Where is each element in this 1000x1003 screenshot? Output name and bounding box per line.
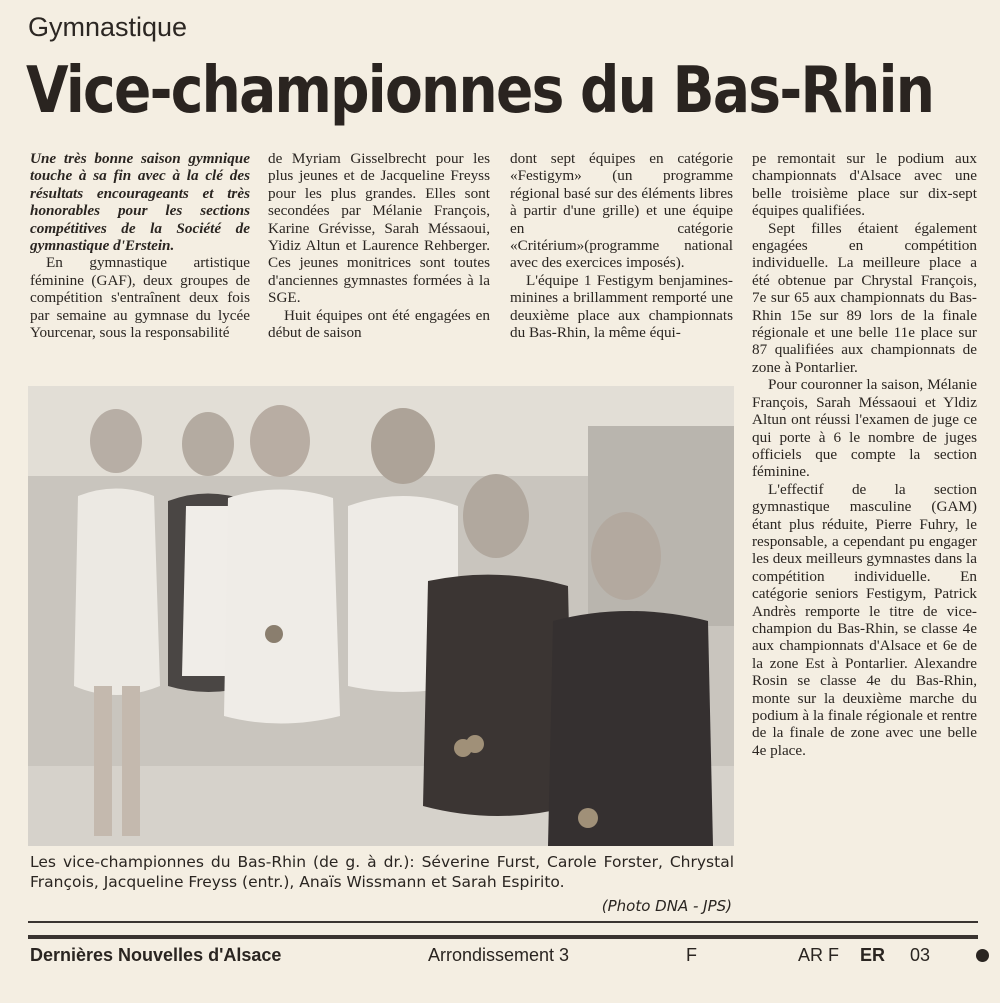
paper-name: Dernières Nouvelles d'Alsace: [30, 945, 282, 965]
code-label: ER: [860, 945, 886, 965]
photo-credit: (Photo DNA - JPS): [601, 897, 732, 915]
page-number: 03: [910, 945, 931, 965]
column-1: [30, 150, 250, 380]
column-4: [752, 150, 977, 925]
bullet-icon: [976, 949, 989, 962]
body-paragraph: de Myriam Gisselbrecht pour les plus jeunes et de Jacqueline Freyss pour les plus grandes. Elles sont secondées par Mélanie François, Karine Grévisse, Sarah Méssaoui, Yidiz Altun et Laurence Rehberger. Ces jeunes monitrices sont toutes d'anciennes gymnastes formées à la SGE.: [268, 150, 490, 307]
divider: [28, 935, 978, 939]
body-paragraph: Huit équipes ont été engagées en début de saison: [268, 306, 490, 342]
edition-label: F: [686, 945, 697, 965]
headline: Vice-championnes du Bas-Rhin: [26, 54, 934, 128]
team-photo: [28, 386, 734, 846]
code-label: AR F: [798, 945, 840, 965]
rubric-label: Gymnastique: [28, 12, 188, 42]
divider: [28, 921, 978, 923]
body-paragraph: En gymnastique artistique féminine (GAF), deux groupes de compétition s'entraînent deux fois par semaine au gymnase du lycée Yourcenar, sous la responsabilité: [30, 254, 250, 342]
column-3: [510, 150, 733, 380]
page-footer: [30, 945, 990, 969]
section-label: Arrondissement 3: [428, 945, 570, 965]
body-paragraph: dont sept équipes en catégorie «Festigym» (un programme régional basé sur des éléments libres à partir d'une grille) et une équipe en catégorie «Critérium»(programme national avec des exercices imposés).: [510, 150, 733, 272]
column-2: [268, 150, 490, 380]
photo-caption: Les vice-championnes du Bas-Rhin (de g. à dr.): Séverine Furst, Carole Forster, Chrystal François, Jacqueline Freyss (entr.), Anaïs Wissmann et Sarah Espirito.: [30, 853, 734, 891]
body-paragraph: L'effectif de la section gymnastique masculine (GAM) étant plus réduite, Pierre Fuhry, le responsable, a cependant pu engager les deux meilleurs gymnastes dans la compétition individuelle. En catégorie seniors Festigym, Patrick Andrès remporte le titre de vice-champion du Bas-Rhin, se classe 4e aux championnats d'Alsace et 6e de la zone Est à Pontarlier. Alexandre Rosin se classe 4e du Bas-Rhin, monte sur la deuxième marche du podium à la finale régionale et rentre de la finale de zone avec une belle 4e place.: [752, 480, 977, 759]
body-paragraph: pe remontait sur le podium aux championnats d'Alsace avec une belle troisième place sur dix-sept équipes qualifiées.: [752, 150, 977, 220]
body-paragraph: Pour couronner la saison, Mélanie François, Sarah Méssaoui et Yldiz Altun ont réussi l'examen de juge ce qui porte à 6 le nombre de juges officiels que compte la section féminine.: [752, 376, 977, 481]
intro-paragraph: Une très bonne saison gymnique touche à sa fin avec à la clé des résultats encourageants et très honorables pour les sections compétitives de la Société de gymnastique d'Erstein.: [30, 150, 250, 255]
body-paragraph: L'équipe 1 Festigym benjamines-minines a brillamment remporté une deuxième place aux championnats du Bas-Rhin, la même équi-: [510, 271, 733, 342]
body-paragraph: Sept filles étaient également engagées en compétition individuelle. La meilleure place a été obtenue par Chrystal François, 7e sur 65 aux championnats du Bas-Rhin 15e sur 89 lors de la finale régionale et une belle 11e place sur 87 qualifiées aux championnats de zone à Pontarlier.: [752, 219, 977, 376]
